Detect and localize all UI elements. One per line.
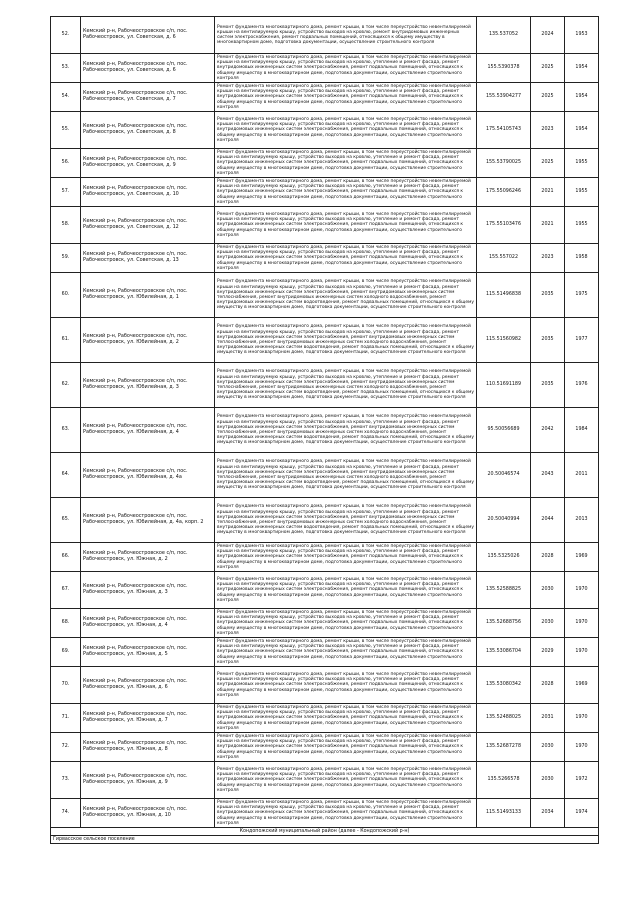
row-cost: 115.51560982 — [477, 318, 531, 363]
row-number: 65. — [51, 498, 81, 543]
table-row — [51, 762, 599, 799]
row-address: Кемский р-н, Рабочеостровское с/п, пос. Рабочеостровск, ул. Юбилейная, д. 4 — [81, 408, 215, 453]
row-built-year: 1958 — [565, 244, 599, 273]
row-plan-year: 2023 — [531, 112, 565, 149]
row-built-year: 1970 — [565, 704, 599, 733]
row-cost: 135.53086704 — [477, 638, 531, 667]
row-built-year: 1977 — [565, 318, 599, 363]
row-plan-year: 2035 — [531, 318, 565, 363]
row-address: Кемский р-н, Рабочеостровское с/п, пос. Рабочеостровск, ул. Южная, д. 9 — [81, 762, 215, 799]
row-number: 74. — [51, 799, 81, 828]
row-cost: 135.52588825 — [477, 572, 531, 609]
row-works: Ремонт фундамента многоквартирного дома, ремонт крыши, в том числе переустройство невентилируемой крыши на вентилируемую крышу, устройство выходов на кровлю, утепление и ремонт фасада, ремонт внутридомовых инженерных систем электроснабжения, ремонт подвальных помещений, относящихся к общему имуществу в многоквартирном доме, подготовка документации, осуществление строительного контроля — [215, 112, 477, 149]
table-row — [51, 178, 599, 207]
row-address: Кемский р-н, Рабочеостровское с/п, пос. Рабочеостровск, ул. Советская, д. 8 — [81, 112, 215, 149]
row-plan-year: 2030 — [531, 762, 565, 799]
row-cost: 155.53904277 — [477, 83, 531, 112]
row-number: 69. — [51, 638, 81, 667]
row-works: Ремонт фундамента многоквартирного дома, ремонт крыши, в том числе переустройство невентилируемой крыши на вентилируемую крышу, устройство выходов на кровлю, утепление и ремонт фасада, ремонт внутридомовых инженерных систем электроснабжения, ремонт подвальных помещений, относящихся к общему имуществу в многоквартирном доме, подготовка документации, осуществление строительного контроля — [215, 704, 477, 733]
row-works: Ремонт фундамента многоквартирного дома, ремонт крыши, в том числе переустройство невентилируемой крыши на вентилируемую крышу, устройство выходов на кровлю, утепление и ремонт фасада, ремонт внутридомовых инженерных систем электроснабжения, ремонт подвальных помещений, относящихся к общему имуществу в многоквартирном доме, подготовка документации, осуществление строительного контроля — [215, 207, 477, 244]
row-address: Кемский р-н, Рабочеостровское с/п, пос. Рабочеостровск, ул. Юбилейная, д. 1 — [81, 273, 215, 318]
row-built-year: 1969 — [565, 667, 599, 704]
row-works: Ремонт фундамента многоквартирного дома, ремонт крыши, в том числе переустройство невентилируемой крыши на вентилируемую крышу, устройство выходов на кровлю, утепление и ремонт фасада, ремонт внутридомовых инженерных систем электроснабжения, ремонт подвальных помещений, относящихся к общему имуществу в многоквартирном доме, подготовка документации, осуществление строительного контроля — [215, 54, 477, 83]
row-plan-year: 2029 — [531, 638, 565, 667]
row-built-year: 1970 — [565, 733, 599, 762]
row-plan-year: 2024 — [531, 17, 565, 54]
row-number: 59. — [51, 244, 81, 273]
row-number: 57. — [51, 178, 81, 207]
row-works: Ремонт фундамента многоквартирного дома, ремонт крыши, в том числе переустройство невентилируемой крыши на вентилируемую крышу, устройство выходов на кровлю, утепление и ремонт фасада, ремонт внутридомовых инженерных систем электроснабжения, ремонт подвальных помещений, относящихся к общему имуществу в многоквартирном доме, подготовка документации, осуществление строительного контроля — [215, 244, 477, 273]
row-built-year: 1976 — [565, 363, 599, 408]
table-row — [51, 609, 599, 638]
row-works: Ремонт фундамента многоквартирного дома, ремонт крыши, в том числе переустройство невентилируемой крыши на вентилируемую крышу, устройство выходов на кровлю, утепление и ремонт фасада, ремонт внутридомовых инженерных систем электроснабжения, ремонт подвальных помещений, относящихся к общему имуществу в многоквартирном доме, подготовка документации, осуществление строительного контроля — [215, 733, 477, 762]
row-cost: 135.52688756 — [477, 609, 531, 638]
table-row — [51, 638, 599, 667]
row-cost: 155.53790025 — [477, 149, 531, 178]
row-works: Ремонт фундамента многоквартирного дома, ремонт крыши, в том числе переустройство невентилируемой крыши на вентилируемую крышу, устройство выходов на кровлю, утепление и ремонт фасада, ремонт внутридомовых инженерных систем электроснабжения, ремонт подвальных помещений, относящихся к общему имуществу в многоквартирном доме, подготовка документации, осуществление строительного контроля — [215, 667, 477, 704]
table-row — [51, 667, 599, 704]
row-cost: 115.51493133 — [477, 799, 531, 828]
row-works: Ремонт фундамента многоквартирного дома, ремонт крыши, в том числе переустройство невентилируемой крыши на вентилируемую крышу, устройство выходов на кровлю, утепление и ремонт фасада, ремонт внутридомовых инженерных систем электроснабжения, ремонт подвальных помещений, относящихся к общему имуществу в многоквартирном доме, подготовка документации, осуществление строительного контроля — [215, 572, 477, 609]
row-works: Ремонт фундамента многоквартирного дома, ремонт крыши, в том числе переустройство невентилируемой крыши на вентилируемую крышу, устройство выходов на кровлю, утепление и ремонт фасада, ремонт внутридомовых инженерных систем электроснабжения, ремонт внутридомовых инженерных систем теплоснабжения, ремонт внутридомовых инженерных систем холодного водоснабжения, ремонт внутридомовых инженерных систем водоотведения, ремонт подвальных помещений, относящихся к общему имуществу в многоквартирном доме, подготовка документации, осуществление строительного контроля — [215, 498, 477, 543]
row-cost: 175.54105743 — [477, 112, 531, 149]
row-built-year: 1972 — [565, 762, 599, 799]
row-works: Ремонт фундамента многоквартирного дома, ремонт крыши, в том числе переустройство невентилируемой крыши на вентилируемую крышу, устройство выходов на кровлю, утепление и ремонт фасада, ремонт внутридомовых инженерных систем электроснабжения, ремонт внутридомовых инженерных систем теплоснабжения, ремонт внутридомовых инженерных систем холодного водоснабжения, ремонт внутридомовых инженерных систем водоотведения, ремонт подвальных помещений, относящихся к общему имуществу в многоквартирном доме, подготовка документации, осуществление строительного контроля — [215, 273, 477, 318]
row-works: Ремонт фундамента многоквартирного дома, ремонт крыши, в том числе переустройство невентилируемой крыши на вентилируемую крышу, устройство выходов на кровлю, утепление и ремонт фасада, ремонт внутридомовых инженерных систем электроснабжения, ремонт подвальных помещений, относящихся к общему имуществу в многоквартирном доме, подготовка документации, осуществление строительного контроля — [215, 543, 477, 572]
row-cost: 155.5390378 — [477, 54, 531, 83]
table-row — [51, 733, 599, 762]
row-plan-year: 2042 — [531, 408, 565, 453]
row-cost: 115.51496838 — [477, 273, 531, 318]
row-plan-year: 2043 — [531, 453, 565, 498]
row-built-year: 2011 — [565, 453, 599, 498]
row-cost: 135.537052 — [477, 17, 531, 54]
row-address: Кемский р-н, Рабочеостровское с/п, пос. Рабочеостровск, ул. Южная, д. 10 — [81, 799, 215, 828]
row-address: Кемский р-н, Рабочеостровское с/п, пос. Рабочеостровск, ул. Южная, д. 6 — [81, 667, 215, 704]
table-row — [51, 54, 599, 83]
table-row — [51, 799, 599, 828]
row-cost: 135.52488025 — [477, 704, 531, 733]
district-label: Кондопожский муниципальный район (далее - Кондопожский р-н) — [51, 828, 599, 836]
row-plan-year: 2021 — [531, 207, 565, 244]
row-number: 58. — [51, 207, 81, 244]
table-row — [51, 83, 599, 112]
row-address: Кемский р-н, Рабочеостровское с/п, пос. Рабочеостровск, ул. Юбилейная, д. 4а — [81, 453, 215, 498]
row-works: Ремонт фундамента многоквартирного дома, ремонт крыши, в том числе переустройство невентилируемой крыши на вентилируемую крышу, устройство выходов на кровлю, утепление и ремонт фасада, ремонт внутридомовых инженерных систем электроснабжения, ремонт подвальных помещений, относящихся к общему имуществу в многоквартирном доме, подготовка документации, осуществление строительного контроля — [215, 799, 477, 828]
row-plan-year: 2025 — [531, 83, 565, 112]
row-address: Кемский р-н, Рабочеостровское с/п, пос. Рабочеостровск, ул. Советская, д. 13 — [81, 244, 215, 273]
row-number: 68. — [51, 609, 81, 638]
document-sheet — [50, 16, 598, 844]
row-number: 71. — [51, 704, 81, 733]
table-row — [51, 244, 599, 273]
table-row — [51, 543, 599, 572]
row-plan-year: 2035 — [531, 273, 565, 318]
row-built-year: 1953 — [565, 17, 599, 54]
table-row — [51, 112, 599, 149]
row-number: 52. — [51, 17, 81, 54]
row-number: 67. — [51, 572, 81, 609]
row-plan-year: 2030 — [531, 572, 565, 609]
row-number: 73. — [51, 762, 81, 799]
row-address: Кемский р-н, Рабочеостровское с/п, пос. Рабочеостровск, ул. Южная, д. 8 — [81, 733, 215, 762]
row-cost: 20.50040994 — [477, 498, 531, 543]
row-built-year: 1970 — [565, 572, 599, 609]
row-works: Ремонт фундамента многоквартирного дома, ремонт крыши, в том числе переустройство невентилируемой крыши на вентилируемую крышу, устройство выходов на кровлю, утепление и ремонт фасада, ремонт внутридомовых инженерных систем электроснабжения, ремонт внутридомовых инженерных систем теплоснабжения, ремонт внутридомовых инженерных систем холодного водоснабжения, ремонт внутридомовых инженерных систем водоотведения, ремонт подвальных помещений, относящихся к общему имуществу в многоквартирном доме, подготовка документации, осуществление строительного контроля — [215, 318, 477, 363]
row-works: Ремонт фундамента многоквартирного дома, ремонт крыши, в том числе переустройство невентилируемой крыши на вентилируемую крышу, устройство выходов на кровлю, утепление и ремонт фасада, ремонт внутридомовых инженерных систем электроснабжения, ремонт внутридомовых инженерных систем теплоснабжения, ремонт внутридомовых инженерных систем холодного водоснабжения, ремонт внутридомовых инженерных систем водоотведения, ремонт подвальных помещений, относящихся к общему имуществу в многоквартирном доме, подготовка документации, осуществление строительного контроля — [215, 453, 477, 498]
table-row — [51, 17, 599, 54]
settlement-label: Гирвасское сельское поселение — [51, 836, 599, 844]
row-built-year: 1974 — [565, 799, 599, 828]
row-address: Кемский р-н, Рабочеостровское с/п, пос. Рабочеостровск, ул. Юбилейная, д. 2 — [81, 318, 215, 363]
row-cost: 175.55096246 — [477, 178, 531, 207]
row-cost: 135.5325026 — [477, 543, 531, 572]
settlement-row — [51, 836, 599, 844]
table-row — [51, 572, 599, 609]
row-number: 61. — [51, 318, 81, 363]
row-address: Кемский р-н, Рабочеостровское с/п, пос. Рабочеостровск, ул. Советская, д. 10 — [81, 178, 215, 207]
row-number: 62. — [51, 363, 81, 408]
row-built-year: 1969 — [565, 543, 599, 572]
row-number: 63. — [51, 408, 81, 453]
row-cost: 135.52687278 — [477, 733, 531, 762]
row-address: Кемский р-н, Рабочеостровское с/п, пос. Рабочеостровск, ул. Советская, д. 9 — [81, 149, 215, 178]
row-number: 54. — [51, 83, 81, 112]
table-row — [51, 207, 599, 244]
table-row — [51, 453, 599, 498]
row-address: Кемский р-н, Рабочеостровское с/п, пос. Рабочеостровск, ул. Южная, д. 5 — [81, 638, 215, 667]
repair-program-table — [50, 16, 599, 844]
row-plan-year: 2025 — [531, 149, 565, 178]
row-plan-year: 2034 — [531, 799, 565, 828]
row-address: Кемский р-н, Рабочеостровское с/п, пос. Рабочеостровск, ул. Южная, д. 7 — [81, 704, 215, 733]
row-address: Кемский р-н, Рабочеостровское с/п, пос. Рабочеостровск, ул. Южная, д. 2 — [81, 543, 215, 572]
row-plan-year: 2030 — [531, 733, 565, 762]
row-plan-year: 2044 — [531, 498, 565, 543]
row-works: Ремонт фундамента многоквартирного дома, ремонт крыши, в том числе переустройство невентилируемой крыши на вентилируемую крышу, устройство выходов на кровлю, ремонт внутридомовых инженерных систем электроснабжения, ремонт подвальных помещений, относящихся к общему имуществу в многоквартирном доме, подготовка документации, осуществление строительного контроля — [215, 17, 477, 54]
row-plan-year: 2028 — [531, 543, 565, 572]
table-row — [51, 318, 599, 363]
row-cost: 135.53080342 — [477, 667, 531, 704]
district-row — [51, 828, 599, 836]
row-works: Ремонт фундамента многоквартирного дома, ремонт крыши, в том числе переустройство невентилируемой крыши на вентилируемую крышу, устройство выходов на кровлю, утепление и ремонт фасада, ремонт внутридомовых инженерных систем электроснабжения, ремонт подвальных помещений, относящихся к общему имуществу в многоквартирном доме, подготовка документации, осуществление строительного контроля — [215, 609, 477, 638]
row-built-year: 2013 — [565, 498, 599, 543]
table-row — [51, 498, 599, 543]
row-built-year: 1984 — [565, 408, 599, 453]
row-works: Ремонт фундамента многоквартирного дома, ремонт крыши, в том числе переустройство невентилируемой крыши на вентилируемую крышу, устройство выходов на кровлю, утепление и ремонт фасада, ремонт внутридомовых инженерных систем электроснабжения, ремонт подвальных помещений, относящихся к общему имуществу в многоквартирном доме, подготовка документации, осуществление строительного контроля — [215, 638, 477, 667]
row-works: Ремонт фундамента многоквартирного дома, ремонт крыши, в том числе переустройство невентилируемой крыши на вентилируемую крышу, устройство выходов на кровлю, утепление и ремонт фасада, ремонт внутридомовых инженерных систем электроснабжения, ремонт подвальных помещений, относящихся к общему имуществу в многоквартирном доме, подготовка документации, осуществление строительного контроля — [215, 762, 477, 799]
row-number: 70. — [51, 667, 81, 704]
row-number: 72. — [51, 733, 81, 762]
table-body — [51, 17, 599, 844]
row-number: 60. — [51, 273, 81, 318]
row-plan-year: 2023 — [531, 244, 565, 273]
row-address: Кемский р-н, Рабочеостровское с/п, пос. Рабочеостровск, ул. Советская, д. 6 — [81, 17, 215, 54]
row-built-year: 1954 — [565, 54, 599, 83]
table-row — [51, 704, 599, 733]
row-plan-year: 2028 — [531, 667, 565, 704]
row-plan-year: 2031 — [531, 704, 565, 733]
row-works: Ремонт фундамента многоквартирного дома, ремонт крыши, в том числе переустройство невентилируемой крыши на вентилируемую крышу, устройство выходов на кровлю, утепление и ремонт фасада, ремонт внутридомовых инженерных систем электроснабжения, ремонт подвальных помещений, относящихся к общему имуществу в многоквартирном доме, подготовка документации, осуществление строительного контроля — [215, 83, 477, 112]
row-plan-year: 2035 — [531, 363, 565, 408]
table-row — [51, 273, 599, 318]
row-address: Кемский р-н, Рабочеостровское с/п, пос. Рабочеостровск, ул. Южная, д. 3 — [81, 572, 215, 609]
row-built-year: 1955 — [565, 149, 599, 178]
row-number: 66. — [51, 543, 81, 572]
row-address: Кемский р-н, Рабочеостровское с/п, пос. Рабочеостровск, ул. Южная, д. 4 — [81, 609, 215, 638]
row-cost: 20.50046574 — [477, 453, 531, 498]
row-address: Кемский р-н, Рабочеостровское с/п, пос. Рабочеостровск, ул. Советская, д. 12 — [81, 207, 215, 244]
table-row — [51, 363, 599, 408]
row-built-year: 1970 — [565, 638, 599, 667]
row-number: 53. — [51, 54, 81, 83]
row-address: Кемский р-н, Рабочеостровское с/п, пос. Рабочеостровск, ул. Советская, д. 6 — [81, 54, 215, 83]
row-built-year: 1954 — [565, 83, 599, 112]
row-number: 64. — [51, 453, 81, 498]
row-address: Кемский р-н, Рабочеостровское с/п, пос. Рабочеостровск, ул. Юбилейная, д. 3 — [81, 363, 215, 408]
row-plan-year: 2021 — [531, 178, 565, 207]
row-cost: 155.557022 — [477, 244, 531, 273]
row-number: 55. — [51, 112, 81, 149]
row-works: Ремонт фундамента многоквартирного дома, ремонт крыши, в том числе переустройство невентилируемой крыши на вентилируемую крышу, устройство выходов на кровлю, утепление и ремонт фасада, ремонт внутридомовых инженерных систем электроснабжения, ремонт подвальных помещений, относящихся к общему имуществу в многоквартирном доме, подготовка документации, осуществление строительного контроля — [215, 149, 477, 178]
row-number: 56. — [51, 149, 81, 178]
row-built-year: 1970 — [565, 609, 599, 638]
row-cost: 135.5266578 — [477, 762, 531, 799]
table-row — [51, 408, 599, 453]
table-row — [51, 149, 599, 178]
row-built-year: 1954 — [565, 112, 599, 149]
row-built-year: 1955 — [565, 207, 599, 244]
row-works: Ремонт фундамента многоквартирного дома, ремонт крыши, в том числе переустройство невентилируемой крыши на вентилируемую крышу, устройство выходов на кровлю, утепление и ремонт фасада, ремонт внутридомовых инженерных систем электроснабжения, ремонт внутридомовых инженерных систем теплоснабжения, ремонт внутридомовых инженерных систем холодного водоснабжения, ремонт внутридомовых инженерных систем водоотведения, ремонт подвальных помещений, относящихся к общему имуществу в многоквартирном доме, подготовка документации, осуществление строительного контроля — [215, 363, 477, 408]
row-plan-year: 2025 — [531, 54, 565, 83]
row-works: Ремонт фундамента многоквартирного дома, ремонт крыши, в том числе переустройство невентилируемой крыши на вентилируемую крышу, устройство выходов на кровлю, утепление и ремонт фасада, ремонт внутридомовых инженерных систем электроснабжения, ремонт подвальных помещений, относящихся к общему имуществу в многоквартирном доме, подготовка документации, осуществление строительного контроля — [215, 178, 477, 207]
row-works: Ремонт фундамента многоквартирного дома, ремонт крыши, в том числе переустройство невентилируемой крыши на вентилируемую крышу, устройство выходов на кровлю, утепление и ремонт фасада, ремонт внутридомовых инженерных систем электроснабжения, ремонт внутридомовых инженерных систем теплоснабжения, ремонт внутридомовых инженерных систем холодного водоснабжения, ремонт внутридомовых инженерных систем водоотведения, ремонт подвальных помещений, относящихся к общему имуществу в многоквартирном доме, подготовка документации, осуществление строительного контроля — [215, 408, 477, 453]
row-cost: 175.55103476 — [477, 207, 531, 244]
row-address: Кемский р-н, Рабочеостровское с/п, пос. Рабочеостровск, ул. Юбилейная, д. 4а, корп. 2 — [81, 498, 215, 543]
row-built-year: 1955 — [565, 178, 599, 207]
row-built-year: 1975 — [565, 273, 599, 318]
row-cost: 95.50056689 — [477, 408, 531, 453]
row-address: Кемский р-н, Рабочеостровское с/п, пос. Рабочеостровск, ул. Советская, д. 7 — [81, 83, 215, 112]
row-plan-year: 2030 — [531, 609, 565, 638]
row-cost: 110.51691189 — [477, 363, 531, 408]
